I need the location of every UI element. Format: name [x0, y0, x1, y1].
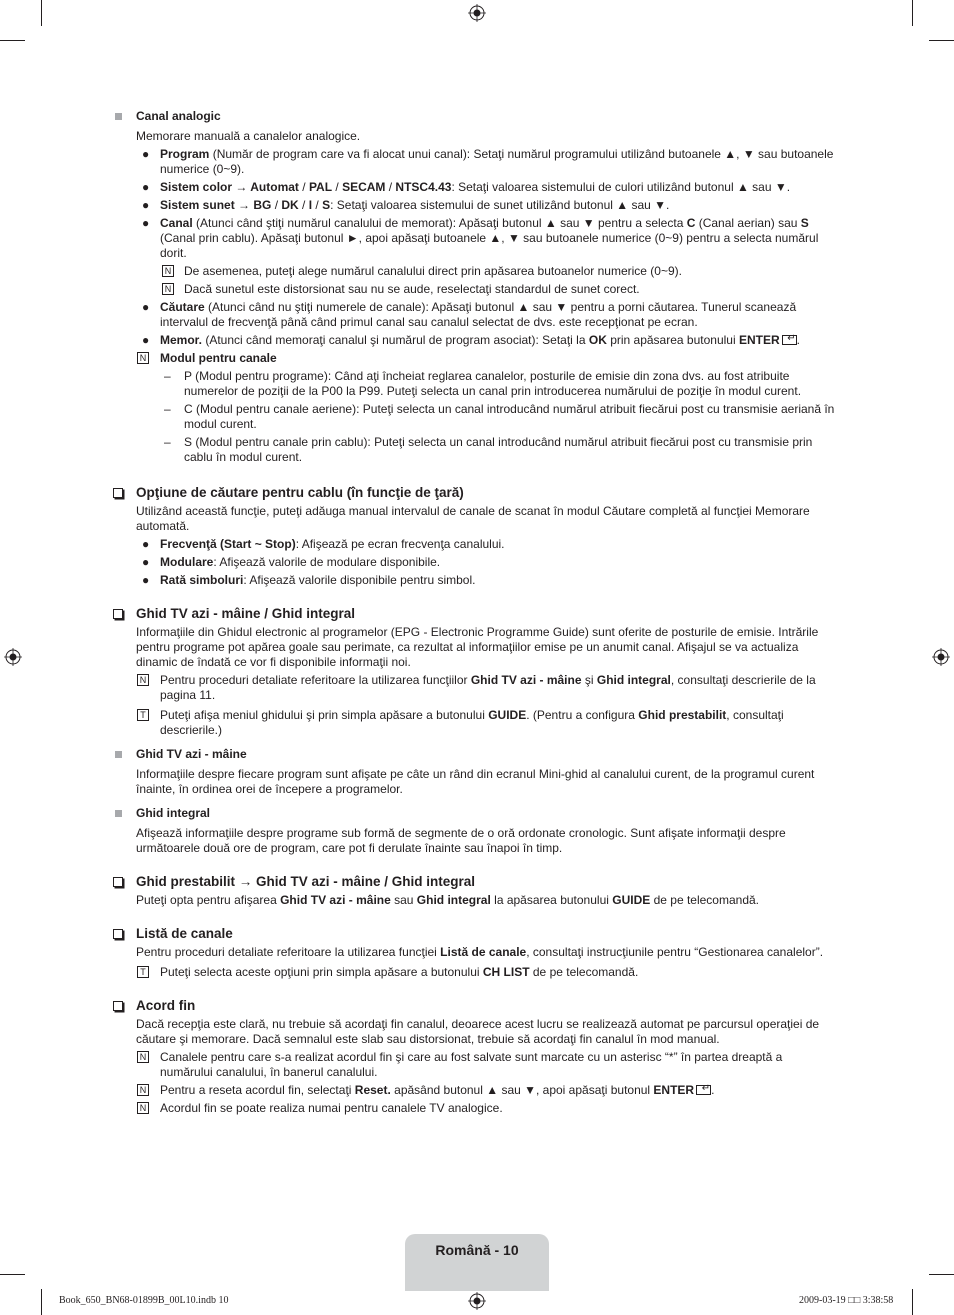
- bullet-icon: ●: [142, 537, 150, 551]
- dash-item: – C (Modul pentru canale aeriene): Puteţi selecta un canal introducând numărul atribuit fiecărui post cu transmisie aeriană în modul curent.: [164, 402, 835, 431]
- dash-item: – P (Modul pentru programe): Când aţi încheiat reglarea canalelor, posturile de emisie din zona dvs. au fost atribuite numerelor de poziţii de la P00 la P99. Puteţi selecta un canal prin introducerea numărului de poziţie în modul curent.: [164, 369, 802, 398]
- note-item: N Pentru a reseta acordul fin, selectaţi Reset. apăsând butonul ▲ sau ▼, apoi apăsaţi butonul ENTER↵ .: [112, 1083, 836, 1098]
- square-bullet-icon: [115, 751, 122, 758]
- print-slug-right: 2009-03-19 □□ 3:38:58: [799, 1295, 894, 1306]
- section-heading-cablu: Opţiune de căutare pentru cablu (în funcţie de ţară): [112, 485, 836, 501]
- registration-mark-icon: [468, 4, 486, 22]
- registration-mark-icon: [932, 648, 950, 666]
- subheading-canal-analogic: Canal analogic: [112, 109, 836, 124]
- paragraph: Afişează informaţiile despre programe sub formă de segmente de o oră ordonate cronologic. Sunt afişate informaţii despre următoarele două ore de program, care pot fi derulate înainte sau înapoi în timp.: [136, 826, 786, 855]
- paragraph: Pentru proceduri detaliate referitoare la utilizarea funcţiei Listă de canale, consultaţi instrucţiunile pentru “Gestionarea canalelor”.: [136, 945, 824, 959]
- paragraph: Utilizând această funcţie, puteţi adăuga manual intervalul de canale de scanat în modul Căutare completă al funcţiei Memorare automată.: [136, 504, 810, 533]
- enter-icon: [696, 1085, 711, 1095]
- list-item: ● Căutare (Atunci când nu ştiţi numerele de canale): Apăsaţi butonul ▲ sau ▼ pentru a porni căutarea. Tunerul scanează intervalul de frecvenţă până când primul canal sau canalul selectat de dvs. este recepţionat pe ecran.: [142, 300, 797, 329]
- registration-mark-icon: [468, 1292, 486, 1310]
- subheading-ghid-azi-maine: Ghid TV azi - mâine: [112, 747, 836, 762]
- note-item: T Puteţi selecta aceste opţiuni prin simpla apăsare a butonului CH LIST de pe telecomandă.: [112, 965, 836, 980]
- tip-icon: T: [137, 709, 149, 721]
- list-item: ● Frecvenţă (Start ~ Stop): Afişează pe ecran frecvenţa canalului.: [142, 537, 505, 551]
- enter-icon: [782, 335, 797, 345]
- crop-mark: [0, 1274, 25, 1275]
- tip-icon: T: [137, 966, 149, 978]
- bullet-icon: ●: [142, 555, 150, 569]
- paragraph: Memorare manuală a canalelor analogice.: [136, 129, 361, 143]
- note-icon: N: [162, 265, 174, 277]
- note-item: N Dacă sunetul este distorsionat sau nu se aude, reselectaţi standardul de sunet corect.: [112, 282, 836, 297]
- paragraph: Puteţi opta pentru afişarea Ghid TV azi - mâine sau Ghid integral la apăsarea butonului GUIDE de pe telecomandă.: [136, 893, 760, 907]
- section-heading-ghid-prestabilit: Ghid prestabilit → Ghid TV azi - mâine / Ghid integral: [112, 874, 836, 890]
- list-item: ● Program (Număr de program care va fi alocat unui canal): Setaţi numărul programului utilizând butoanele ▲, ▼ sau butoanele numerice (0~9).: [142, 147, 834, 176]
- crop-mark: [912, 0, 913, 26]
- list-item: ● Memor. (Atunci când memoraţi canalul şi numărul de program asociat): Setaţi la OK prin apăsarea butonului ENTER↵ .: [112, 333, 836, 348]
- crop-mark: [929, 1274, 954, 1275]
- checkbox-bullet-icon: [113, 488, 123, 498]
- page-content: [112, 107, 836, 1116]
- note-icon: N: [162, 283, 174, 295]
- crop-mark: [41, 1289, 42, 1315]
- square-bullet-icon: [115, 113, 122, 120]
- page-number-tab: [405, 1234, 549, 1291]
- list-item: ● Modulare: Afişează valorile de modulare disponibile.: [142, 555, 441, 569]
- checkbox-bullet-icon: [113, 877, 123, 887]
- bullet-icon: ●: [142, 573, 150, 587]
- paragraph: Dacă recepţia este clară, nu trebuie să acordaţi fin canalul, deoarece acest lucru se realizează automat pe parcursul operaţiei de căutare şi memorare. Dacă semnalul este slab sau distorsionat, trebuie să acordaţi fin canalul în mod manual.: [136, 1017, 820, 1046]
- list-item: ● Canal (Atunci când ştiţi numărul canalului de memorat): Apăsaţi butonul ▲ sau ▼ pentru a selecta C (Canal aerian) sau S (Canal prin cablu). Apăsaţi butonul ►, apoi apăsaţi butoanele ▲, ▼ sau butoanele numerice (0~9) pentru a selecta numărul dorit.: [142, 216, 819, 260]
- bullet-icon: ●: [142, 147, 150, 161]
- crop-mark: [41, 0, 42, 26]
- note-icon: N: [137, 352, 149, 364]
- note-item: N De asemenea, puteţi alege numărul canalului direct prin apăsarea butoanelor numerice (0~9).: [112, 264, 836, 279]
- subheading-ghid-integral: Ghid integral: [112, 806, 836, 821]
- crop-mark: [929, 40, 954, 41]
- note-item: N Canalele pentru care s-a realizat acordul fin şi care au fost salvate sunt marcate cu un asterisc “*” în partea dreaptă a numărului canalului, în banerul canalului.: [112, 1050, 836, 1080]
- note-item: T Puteţi afişa meniul ghidului şi prin simpla apăsare a butonului GUIDE. (Pentru a configura Ghid prestabilit, consultaţi descrierile.): [112, 708, 836, 738]
- dash-item: – S (Modul pentru canale prin cablu): Puteţi selecta un canal introducând numărul atribuit fiecărui post cu transmisie prin cablu în modul curent.: [164, 435, 813, 464]
- checkbox-bullet-icon: [113, 609, 123, 619]
- bullet-icon: ●: [142, 333, 150, 347]
- bullet-icon: ●: [142, 216, 150, 230]
- note-icon: N: [137, 1102, 149, 1114]
- bullet-icon: ●: [142, 198, 150, 212]
- note-item: N Pentru proceduri detaliate referitoare la utilizarea funcţiilor Ghid TV azi - mâine şi Ghid integral, consultaţi descrierile de la pagina 11.: [112, 673, 836, 703]
- section-heading-ghid: Ghid TV azi - mâine / Ghid integral: [112, 606, 836, 622]
- paragraph: Informaţiile din Ghidul electronic al programelor (EPG - Electronic Programme Guide) sunt oferite de posturile de emisie. Intrările pentru programe pot apărea goale sau perimate, ca rezultat al informaţiilor emise pe un anumit canal. Afişajul se va actualiza dinamic de îndată ce vor fi disponibile informaţii noi.: [136, 625, 819, 669]
- note-icon: N: [137, 1051, 149, 1063]
- paragraph: Informaţiile despre fiecare program sunt afişate pe câte un rând din ecranul Mini-ghid al canalului curent, de la programul curent înainte, în ordinea orei de începere a programelor.: [136, 767, 815, 796]
- note-icon: N: [137, 1084, 149, 1096]
- list-item: ● Sistem color → Automat / PAL / SECAM / NTSC4.43: Setaţi valoarea sistemului de culori utilizând butonul ▲ sau ▼.: [142, 180, 791, 194]
- section-heading-acord-fin: Acord fin: [112, 998, 836, 1014]
- square-bullet-icon: [115, 810, 122, 817]
- crop-mark: [912, 1289, 913, 1315]
- note-icon: N: [137, 674, 149, 686]
- list-item: ● Rată simboluri: Afişează valorile disponibile pentru simbol.: [142, 573, 476, 587]
- checkbox-bullet-icon: [113, 1001, 123, 1011]
- bullet-icon: ●: [142, 180, 150, 194]
- list-item: ● Sistem sunet → BG / DK / I / S: Setaţi valoarea sistemului de sunet utilizând butonul ▲ sau ▼.: [142, 198, 670, 212]
- crop-mark: [0, 40, 25, 41]
- registration-mark-icon: [4, 648, 22, 666]
- page-number: Română - 10: [435, 1242, 519, 1258]
- note-item: N Acordul fin se poate realiza numai pentru canalele TV analogice.: [112, 1101, 836, 1116]
- checkbox-bullet-icon: [113, 929, 123, 939]
- note-item: N Modul pentru canale: [112, 351, 836, 366]
- print-slug-left: Book_650_BN68-01899B_00L10.indb 10: [59, 1295, 229, 1306]
- bullet-icon: ●: [142, 300, 150, 314]
- section-heading-lista-canale: Listă de canale: [112, 926, 836, 942]
